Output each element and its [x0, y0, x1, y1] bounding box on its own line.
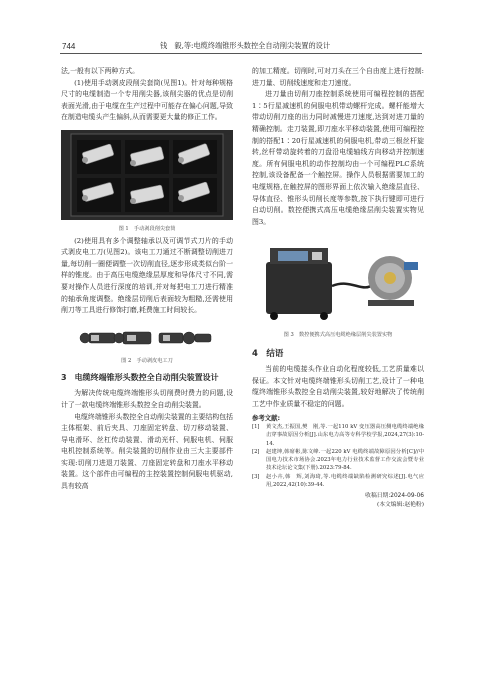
figure-1-caption: 图 1 手动剥段削尖套筒 — [118, 225, 176, 232]
reference-text: 赵小卉,韩 辉,刘海琦,等.电缆终端缺陷检测研究综述[J].电气应用,2022,42(10):39-44. — [266, 473, 424, 488]
reference-item — [252, 448, 424, 473]
references-list — [252, 423, 424, 489]
reference-item — [252, 423, 424, 448]
reference-text: 黄文杰,王振国,樊 刚,等.一起110 kV 变压器高压侧电缆终端绝缘击穿事故原因分析[J].山东电力高等专科学校学报,2024,27(3):10-14. — [266, 424, 424, 447]
header-rule — [60, 53, 422, 54]
received-date: 收稿日期:2024-09-06 — [365, 492, 424, 499]
paragraph: 为解决传统电缆终端锥形头切削费时费力的问题,设计了一款电缆终端锥形头数控全自动削尖装置。 — [61, 389, 233, 409]
figure-2-caption: 图 2 手动剥皮电工刀 — [121, 358, 173, 365]
reference-text: 赵建坤,韩席彬,陈文峰.一起220 kV 电缆终端故障原因分析[C]//中国电力技术市场协会.2023年电力行业技术监督工作交流会暨专业技术论坛论文集(下册).2023:79-84. — [266, 448, 424, 472]
paragraph: 进刀量由切削刀座控制系统使用可编程控制的搭配1∶5行星减速机的伺服电机带动螺杆完成。螺杆能增大带动切削刀座的出力同时减慢进刀速度,达到对进刀量的精确控制。走刀装置,即刀座水平移动装置,使用可编程控制的搭配1∶20行星减速机的伺服电机,带动三根丝杆旋转,丝杆带动旋转着的刀盘沿电缆轴线方向移动并控制速度。所有伺服电机的动作控制均由一个可编程PLC系统控制,该设备配备一个触控屏。操作人员根据需要加工的电缆规格,在触控屏的图形界面上依次输入绝缘层直径、导体直径、锥形头切削长度等参数,按下执行键即可进行自动切削。数控便携式高压电缆绝缘层削尖装置实物见图3。 — [252, 90, 424, 226]
figure-1-photo — [61, 130, 233, 220]
paragraph: 法,一般有以下两种方式。 — [61, 67, 139, 75]
figure-2 — [61, 323, 233, 367]
figure-2-photo — [61, 323, 233, 353]
figure-3 — [252, 234, 424, 340]
right-column — [252, 66, 424, 510]
left-column — [61, 66, 233, 493]
reference-number: [2] — [252, 448, 260, 455]
paragraph: 当前的电缆接头作业自动化程度较低,工艺质量难以保证。本文针对电缆终端锥形头切削工艺,设计了一种电缆终端锥形头数控全自动削尖装置,较好地解决了传统削工艺中作业质量不稳定的问题。 — [252, 364, 424, 408]
page-number: 744 — [62, 42, 76, 51]
reference-item — [252, 473, 424, 489]
figure-3-caption: 图 3 数控便携式高压电缆绝缘层削尖装置实物 — [283, 331, 393, 338]
figure-1 — [61, 130, 233, 234]
section-4-heading: 4 结语 — [252, 348, 284, 359]
references-heading: 参考文献: — [252, 414, 281, 423]
running-title: 钱 毅,等:电缆终端锥形头数控全自动削尖装置的设计 — [160, 41, 331, 50]
reference-number: [3] — [252, 473, 260, 480]
paragraph: (2)使用具有多个调整轴承以及可调节式刀片的手动式剥皮电工刀(见图2)。该电工刀通过不断调整切削进刀量,每切削一圈便调整一次切削直径,逐步形成类似台阶一样的锥度。由于高压电缆绝缘层厚度和导体尺寸不同,需要对操作人员进行深度的培训,并对每把电工刀进行精准的轴承角度调整。绝缘层切削后表面较为粗糙,还需使用削刀等工具进行修饰打磨,耗费施工时间较长。 — [61, 236, 233, 315]
editor-note: (本文编辑:赵艳粉) — [376, 501, 424, 508]
figure-3-photo — [252, 234, 424, 326]
paragraph: 电缆终端锥形头数控全自动削尖装置的主要结构包括主体框架、前后夹具、刀座固定转盘、切刀移动装置、导电滑环、丝杠传动装置、滑动光杆、伺服电机、伺服电机控制系统等。削尖装置的切削作业由三大主要部件实现:切削刀进退刀装置、刀座固定转盘和刀座水平移动装置。这个部件由可编程的主控装置控制伺服电机驱动,具有较高 — [61, 412, 233, 491]
section-3-heading: 3 电缆终端锥形头数控全自动削尖装置设计 — [61, 373, 219, 383]
paragraph: (1)使用手动剥皮段削尖套筒(见图1)。针对每种规格尺寸的电缆制造一个专用削尖器,该削尖器的优点是切削表面光滑,由于电缆在生产过程中可能存在偏心问题,导致在制造电缆头产生偏斜,从而需要更大量的修正工作。 — [61, 78, 233, 122]
paragraph: 的加工精度。切削时,可对刀头在三个自由度上进行控制:进刀量、切削线速度和走刀速度。 — [252, 67, 424, 87]
reference-number: [1] — [252, 424, 260, 431]
